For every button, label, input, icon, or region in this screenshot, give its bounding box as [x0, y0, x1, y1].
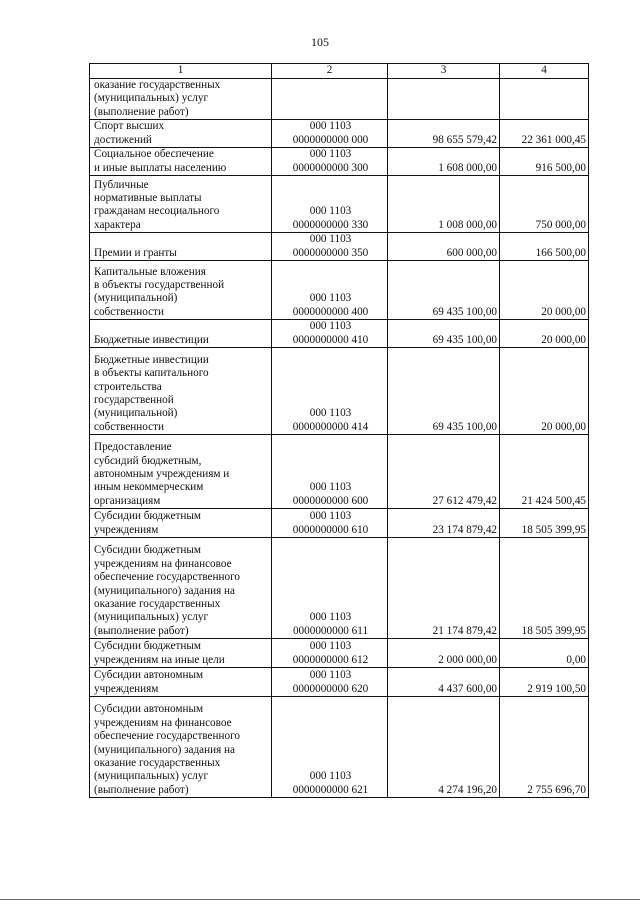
row-name: Социальное обеспечение и иные выплаты населению — [90, 148, 272, 176]
row-value-3: 69 435 100,00 — [388, 261, 500, 320]
row-value-3 — [388, 79, 500, 120]
row-name: оказание государственных (муниципальных) услуг (выполнение работ) — [90, 79, 272, 120]
row-value-3: 2 000 000,00 — [388, 639, 500, 668]
table-row — [90, 320, 589, 348]
row-value-3: 4 274 196,20 — [388, 697, 500, 798]
row-value-4 — [500, 79, 589, 120]
row-value-4: 18 505 399,95 — [500, 509, 589, 538]
row-value-3: 4 437 600,00 — [388, 668, 500, 697]
row-value-3: 98 655 579,42 — [388, 120, 500, 148]
table-row — [90, 668, 589, 697]
row-code: 000 1103 0000000000 620 — [272, 668, 388, 697]
row-code: 000 1103 0000000000 621 — [272, 697, 388, 798]
row-name: Публичные нормативные выплаты гражданам несоциального характера — [90, 176, 272, 233]
row-value-4: 916 500,00 — [500, 148, 589, 176]
column-header-3: 3 — [388, 64, 500, 79]
budget-table — [89, 63, 589, 798]
row-value-4: 20 000,00 — [500, 261, 589, 320]
table-row — [90, 509, 589, 538]
row-name: Субсидии бюджетным учреждениям — [90, 509, 272, 538]
row-code: 000 1103 0000000000 600 — [272, 435, 388, 509]
table-row — [90, 79, 589, 120]
column-header-2: 2 — [272, 64, 388, 79]
column-header-4: 4 — [500, 64, 589, 79]
row-code: 000 1103 0000000000 610 — [272, 509, 388, 538]
row-name: Бюджетные инвестиции — [90, 320, 272, 348]
row-code: 000 1103 0000000000 350 — [272, 233, 388, 261]
table-row — [90, 148, 589, 176]
row-code: 000 1103 0000000000 300 — [272, 148, 388, 176]
row-value-4: 18 505 399,95 — [500, 538, 589, 639]
row-code: 000 1103 0000000000 400 — [272, 261, 388, 320]
row-value-3: 600 000,00 — [388, 233, 500, 261]
row-value-3: 1 608 000,00 — [388, 148, 500, 176]
row-name: Субсидии бюджетным учреждениям на финансовое обеспечение государственного (муниципального) задания на оказание государственных (муниципальных) услуг (выполнение работ) — [90, 538, 272, 639]
row-name: Премии и гранты — [90, 233, 272, 261]
row-value-4: 20 000,00 — [500, 348, 589, 435]
table-row — [90, 538, 589, 639]
row-value-4: 21 424 500,45 — [500, 435, 589, 509]
row-name: Капитальные вложения в объекты государственной (муниципальной) собственности — [90, 261, 272, 320]
table-header-row — [90, 64, 589, 79]
row-value-4: 20 000,00 — [500, 320, 589, 348]
row-code: 000 1103 0000000000 000 — [272, 120, 388, 148]
row-name: Субсидии автономным учреждениям — [90, 668, 272, 697]
row-value-3: 23 174 879,42 — [388, 509, 500, 538]
page-bottom-border — [0, 899, 640, 900]
row-value-4: 2 755 696,70 — [500, 697, 589, 798]
page-number: 105 — [311, 35, 329, 49]
table-row — [90, 435, 589, 509]
row-name: Спорт высших достижений — [90, 120, 272, 148]
row-name: Предоставление субсидий бюджетным, автономным учреждениям и иным некоммерческим организациям — [90, 435, 272, 509]
table-row — [90, 348, 589, 435]
column-header-1: 1 — [90, 64, 272, 79]
row-value-3: 69 435 100,00 — [388, 320, 500, 348]
row-value-4: 750 000,00 — [500, 176, 589, 233]
table-row — [90, 639, 589, 668]
row-value-4: 2 919 100,50 — [500, 668, 589, 697]
row-value-4: 22 361 000,45 — [500, 120, 589, 148]
row-code: 000 1103 0000000000 611 — [272, 538, 388, 639]
table-row — [90, 233, 589, 261]
row-name: Бюджетные инвестиции в объекты капитального строительства государственной (муниципальной) собственности — [90, 348, 272, 435]
row-value-3: 1 008 000,00 — [388, 176, 500, 233]
table-row — [90, 176, 589, 233]
row-value-4: 166 500,00 — [500, 233, 589, 261]
row-code — [272, 79, 388, 120]
table-row — [90, 261, 589, 320]
table-row — [90, 120, 589, 148]
row-value-3: 69 435 100,00 — [388, 348, 500, 435]
row-name: Субсидии бюджетным учреждениям на иные цели — [90, 639, 272, 668]
row-value-3: 21 174 879,42 — [388, 538, 500, 639]
table-row — [90, 697, 589, 798]
row-value-4: 0,00 — [500, 639, 589, 668]
row-code: 000 1103 0000000000 612 — [272, 639, 388, 668]
row-name: Субсидии автономным учреждениям на финансовое обеспечение государственного (муниципального) задания на оказание государственных (муниципальных) услуг (выполнение работ) — [90, 697, 272, 798]
row-value-3: 27 612 479,42 — [388, 435, 500, 509]
row-code: 000 1103 0000000000 414 — [272, 348, 388, 435]
row-code: 000 1103 0000000000 410 — [272, 320, 388, 348]
row-code: 000 1103 0000000000 330 — [272, 176, 388, 233]
